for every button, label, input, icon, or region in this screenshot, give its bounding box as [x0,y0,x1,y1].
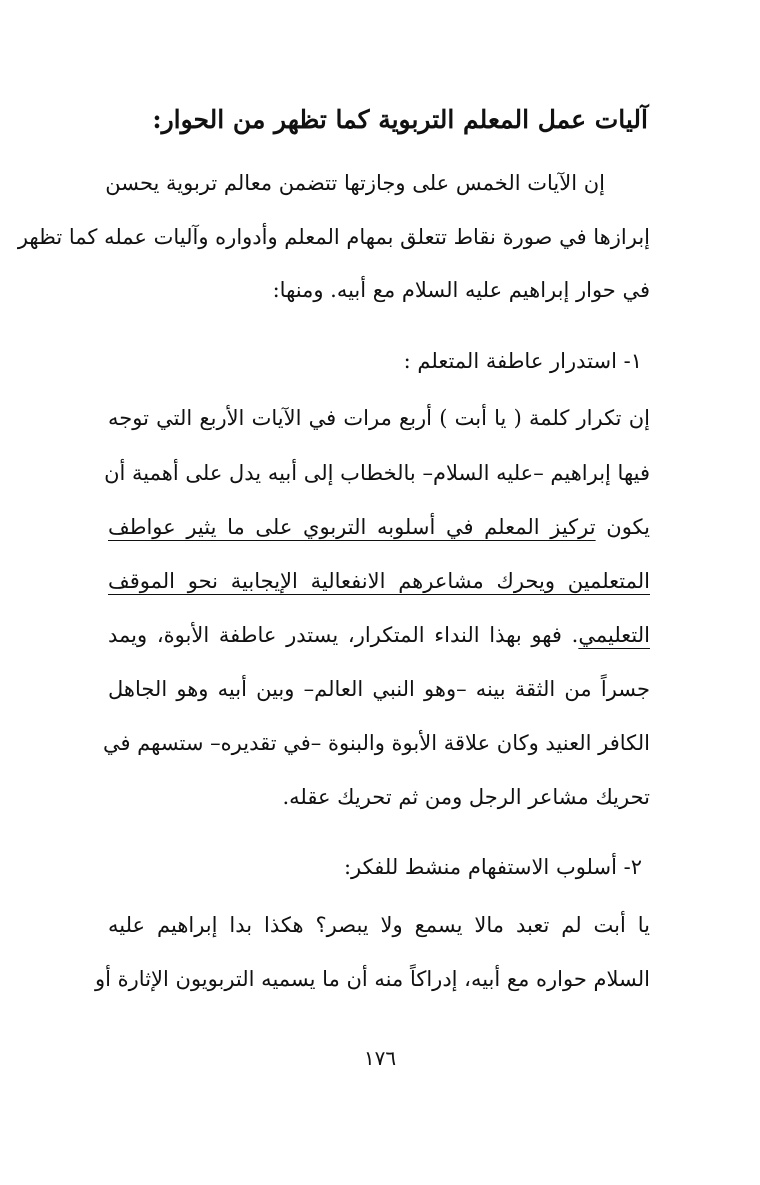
section-title: آليات عمل المعلم التربوية كما تظهر من الحوار: [152,105,648,134]
section1-line-2: فيها إبراهيم –عليه السلام– بالخطاب إلى أبيه يدل على أهمية أن [104,461,650,485]
underlined-phrase-3: التعليمي [578,623,650,647]
intro-line-2: إبرازها في صورة نقاط تتعلق بمهام المعلم وأدواره وآليات عمله كما تظهر [17,225,650,249]
section1-line-3 [108,512,650,542]
section1-line-8: تحريك مشاعر الرجل ومن ثم تحريك عقله. [282,785,650,809]
page-number: ١٧٦ [363,1046,397,1070]
section1-line-4 [108,566,650,596]
intro-line-3: في حوار إبراهيم عليه السلام مع أبيه. ومنها: [272,278,650,302]
intro-line-1: إن الآيات الخمس على وجازتها تتضمن معالم تربوية يحسن [105,171,605,195]
section2-heading: ٢- أسلوب الاستفهام منشط للفكر: [343,855,642,879]
underlined-phrase-2: المتعلمين ويحرك مشاعرهم الانفعالية الإيجابية نحو الموقف [108,569,650,593]
section2-line-1: يا أبت لم تعبد مالا يسمع ولا يبصر؟ هكذا بدا إبراهيم عليه [108,913,650,937]
underlined-phrase-1: تركيز المعلم في أسلوبه التربوي على ما يثير عواطف [108,515,596,539]
section1-line-6: جسراً من الثقة بينه –وهو النبي العالم– وبين أبيه وهو الجاهل [108,677,650,701]
section1-line-5-rest: . فهو بهذا النداء المتكرار، يستدر عاطفة الأبوة، ويمد [108,623,579,647]
section2-line-2: السلام حواره مع أبيه، إدراكاً منه أن ما يسميه التربويون الإثارة أو [95,967,650,991]
section1-line-3-lead: يكون [606,515,650,539]
section1-line-5 [108,620,650,650]
section1-line-1: إن تكرار كلمة ( يا أبت ) أربع مرات في الآيات الأربع التي توجه [108,406,650,430]
section1-line-7: الكافر العنيد وكان علاقة الأبوة والبنوة –في تقديره– ستسهم في [102,731,650,755]
section1-heading: ١- استدرار عاطفة المتعلم : [403,349,642,373]
